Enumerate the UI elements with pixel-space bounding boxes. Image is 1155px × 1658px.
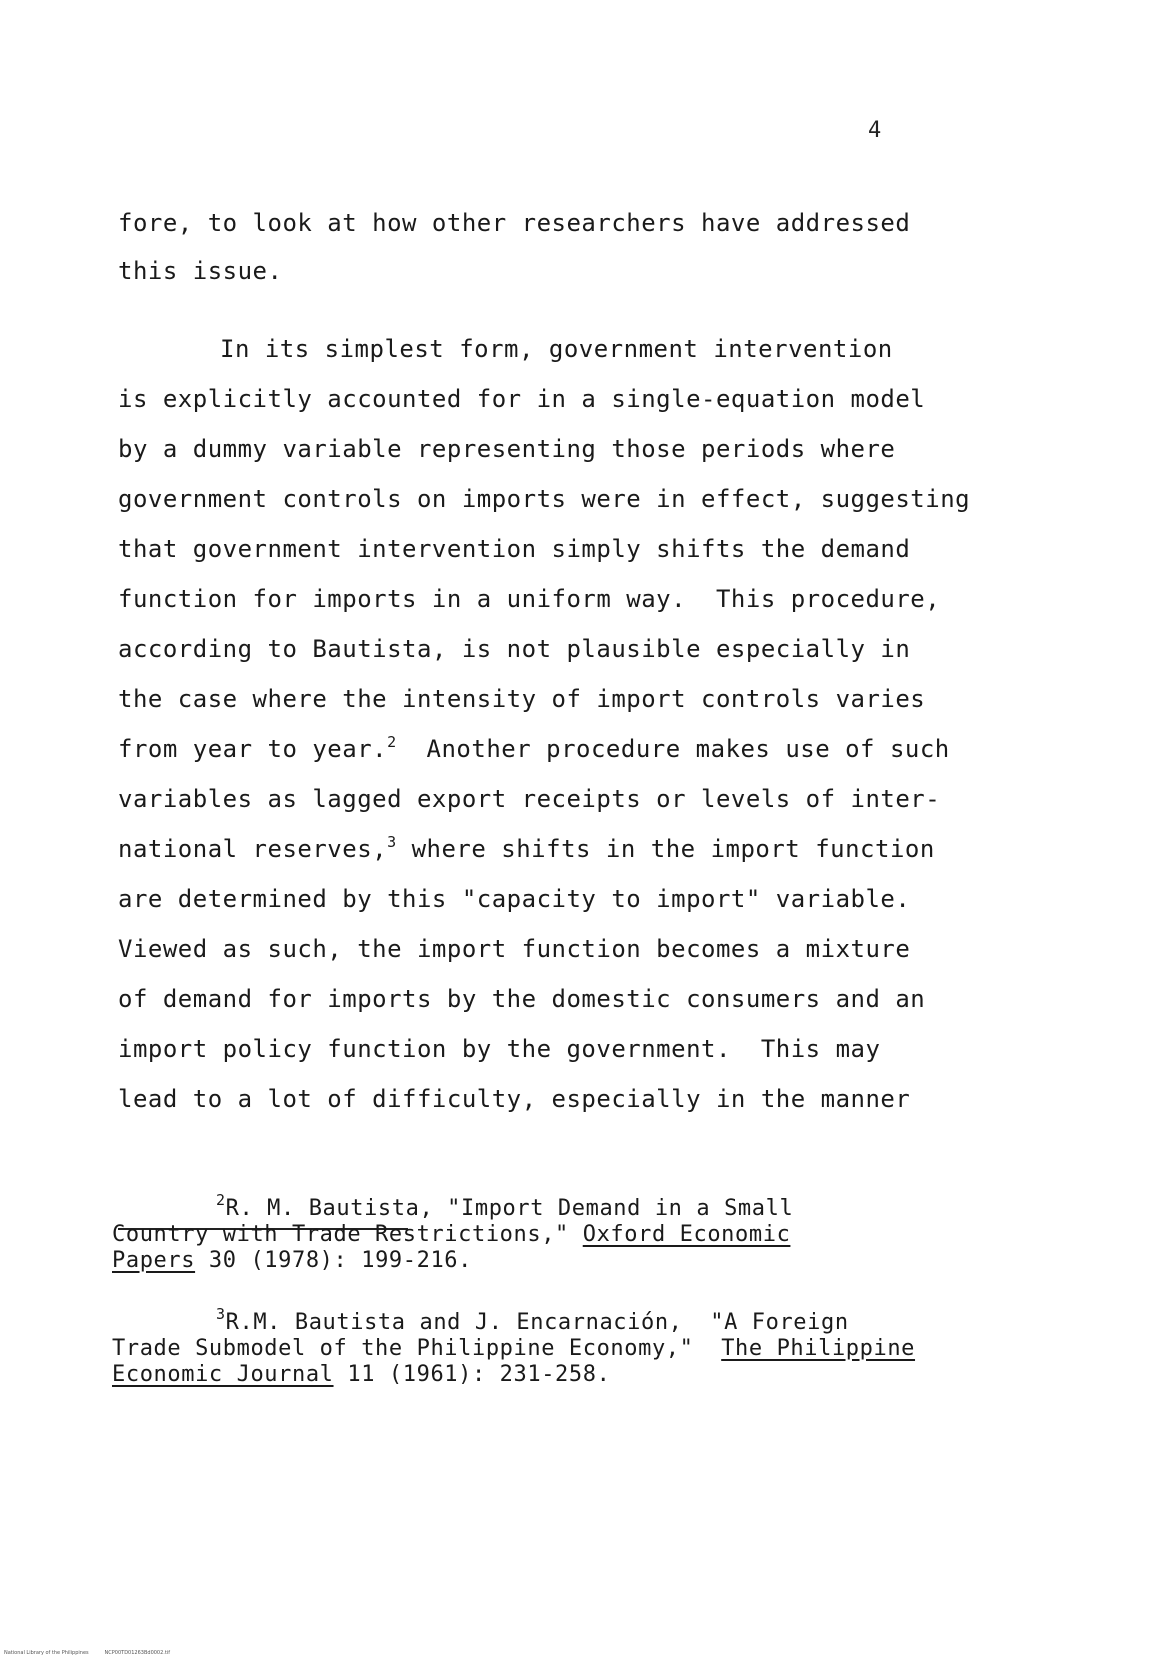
footnote-text: R. M. Bautista, "Import Demand in a Small — [225, 1196, 794, 1221]
paragraph-first-line: In its simplest form, government intervention — [220, 335, 893, 363]
body-line: is explicitly accounted for in a single-equation model — [118, 385, 926, 413]
body-line: that government intervention simply shifts the demand — [118, 535, 911, 563]
journal-title: Economic Journal — [112, 1362, 334, 1387]
journal-title: Papers — [112, 1248, 196, 1273]
body-line: function for imports in a uniform way. This procedure, — [118, 585, 941, 613]
footnote-2-line — [112, 1248, 472, 1274]
footnote-3-line — [112, 1336, 915, 1362]
body-line: of demand for imports by the domestic consumers and an — [118, 985, 926, 1013]
body-text — [397, 835, 412, 863]
scan-footer — [4, 1650, 170, 1656]
footnote-text: 30 (1978): 199-216. — [195, 1248, 472, 1273]
body-line: fore, to look at how other researchers have addressed — [118, 209, 911, 237]
footnote-3-line — [112, 1362, 610, 1388]
footnote-ref-3: 3 — [387, 833, 397, 851]
footnote-text: 11 (1961): 231-258. — [333, 1362, 611, 1387]
body-line: the case where the intensity of import controls varies — [118, 685, 926, 713]
journal-title: The Philippine — [721, 1336, 916, 1361]
body-line: this issue. — [118, 257, 283, 285]
body-line: by a dummy variable representing those periods where — [118, 435, 896, 463]
footnote-text: R.M. Bautista and J. Encarnación, "A Foreign — [225, 1310, 849, 1335]
footnote-3-line — [216, 1305, 849, 1337]
footnote-marker-3: 3 — [216, 1305, 226, 1323]
footnote-marker-2: 2 — [216, 1191, 226, 1209]
footnote-ref-2: 2 — [387, 733, 397, 751]
body-text: national reserves, — [118, 835, 388, 863]
body-line: government controls on imports were in effect, suggesting — [118, 485, 971, 513]
body-line: according to Bautista, is not plausible especially in — [118, 635, 911, 663]
footnote-text: Country with Trade Restrictions," — [112, 1222, 583, 1247]
journal-title: Oxford Economic — [582, 1222, 791, 1247]
scan-footer-right: NCP00TD01263Bd0002.tif — [104, 1650, 170, 1656]
body-line-with-footnote-ref — [118, 834, 935, 867]
body-line: are determined by this "capacity to import" variable. — [118, 885, 911, 913]
scan-footer-left: National Library of the Philippines — [4, 1650, 89, 1656]
body-text: Another procedure makes use of such — [426, 735, 950, 763]
footnote-text: Trade Submodel of the Philippine Economy," — [112, 1336, 722, 1361]
body-line: import policy function by the government. This may — [118, 1035, 881, 1063]
body-text: from year to year. — [118, 735, 388, 763]
footnote-2-line — [216, 1191, 794, 1223]
body-text: where shifts in the import function — [411, 835, 935, 863]
footnote-2-line — [112, 1222, 790, 1248]
body-line: Viewed as such, the import function becomes a mixture — [118, 935, 911, 963]
body-text — [397, 735, 427, 763]
body-line: lead to a lot of difficulty, especially in the manner — [118, 1085, 911, 1113]
page-number: 4 — [868, 118, 882, 143]
body-line: variables as lagged export receipts or levels of inter- — [118, 785, 941, 813]
body-line-with-footnote-ref — [118, 734, 950, 767]
